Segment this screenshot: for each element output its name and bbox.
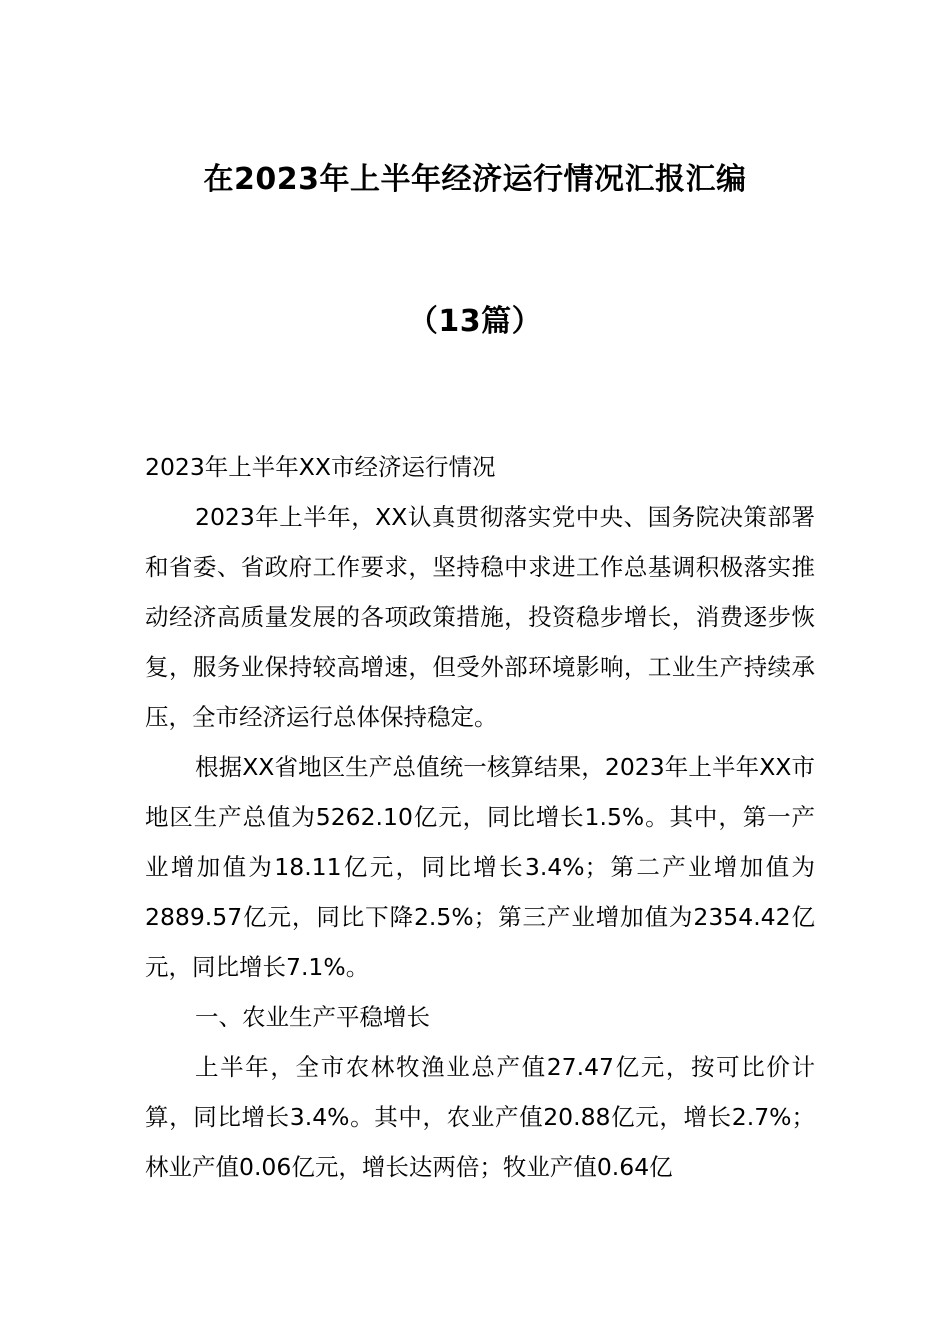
document-body (145, 442, 815, 1192)
paragraph-1: 2023年上半年，XX认真贯彻落实党中央、国务院决策部署和省委、省政府工作要求，坚持稳中求进工作总基调积极落实推动经济高质量发展的各项政策措施，投资稳步增长，消费逐步恢复，服务业保持较高增速，但受外部环境影响，工业生产持续承压，全市经济运行总体保持稳定。 (145, 503, 815, 731)
document-title: 在2023年上半年经济运行情况汇报汇编 (203, 162, 747, 197)
paragraph-2: 根据XX省地区生产总值统一核算结果，2023年上半年XX市地区生产总值为5262.10亿元，同比增长1.5%。其中，第一产业增加值为18.11亿元，同比增长3.4%；第二产业增加值为2889.57亿元，同比下降2.5%；第三产业增加值为2354.42亿元，同比增长7.1%。 (145, 753, 815, 981)
paragraph-3: 上半年，全市农林牧渔业总产值27.47亿元，按可比价计算，同比增长3.4%。其中，农业产值20.88亿元，增长2.7%；林业产值0.06亿元，增长达两倍；牧业产值0.64亿 (145, 1053, 815, 1181)
document-subtitle: （13篇） (407, 304, 543, 339)
section-title: 2023年上半年XX市经济运行情况 (145, 453, 496, 481)
subheading-agriculture: 一、农业生产平稳增长 (195, 1003, 430, 1031)
